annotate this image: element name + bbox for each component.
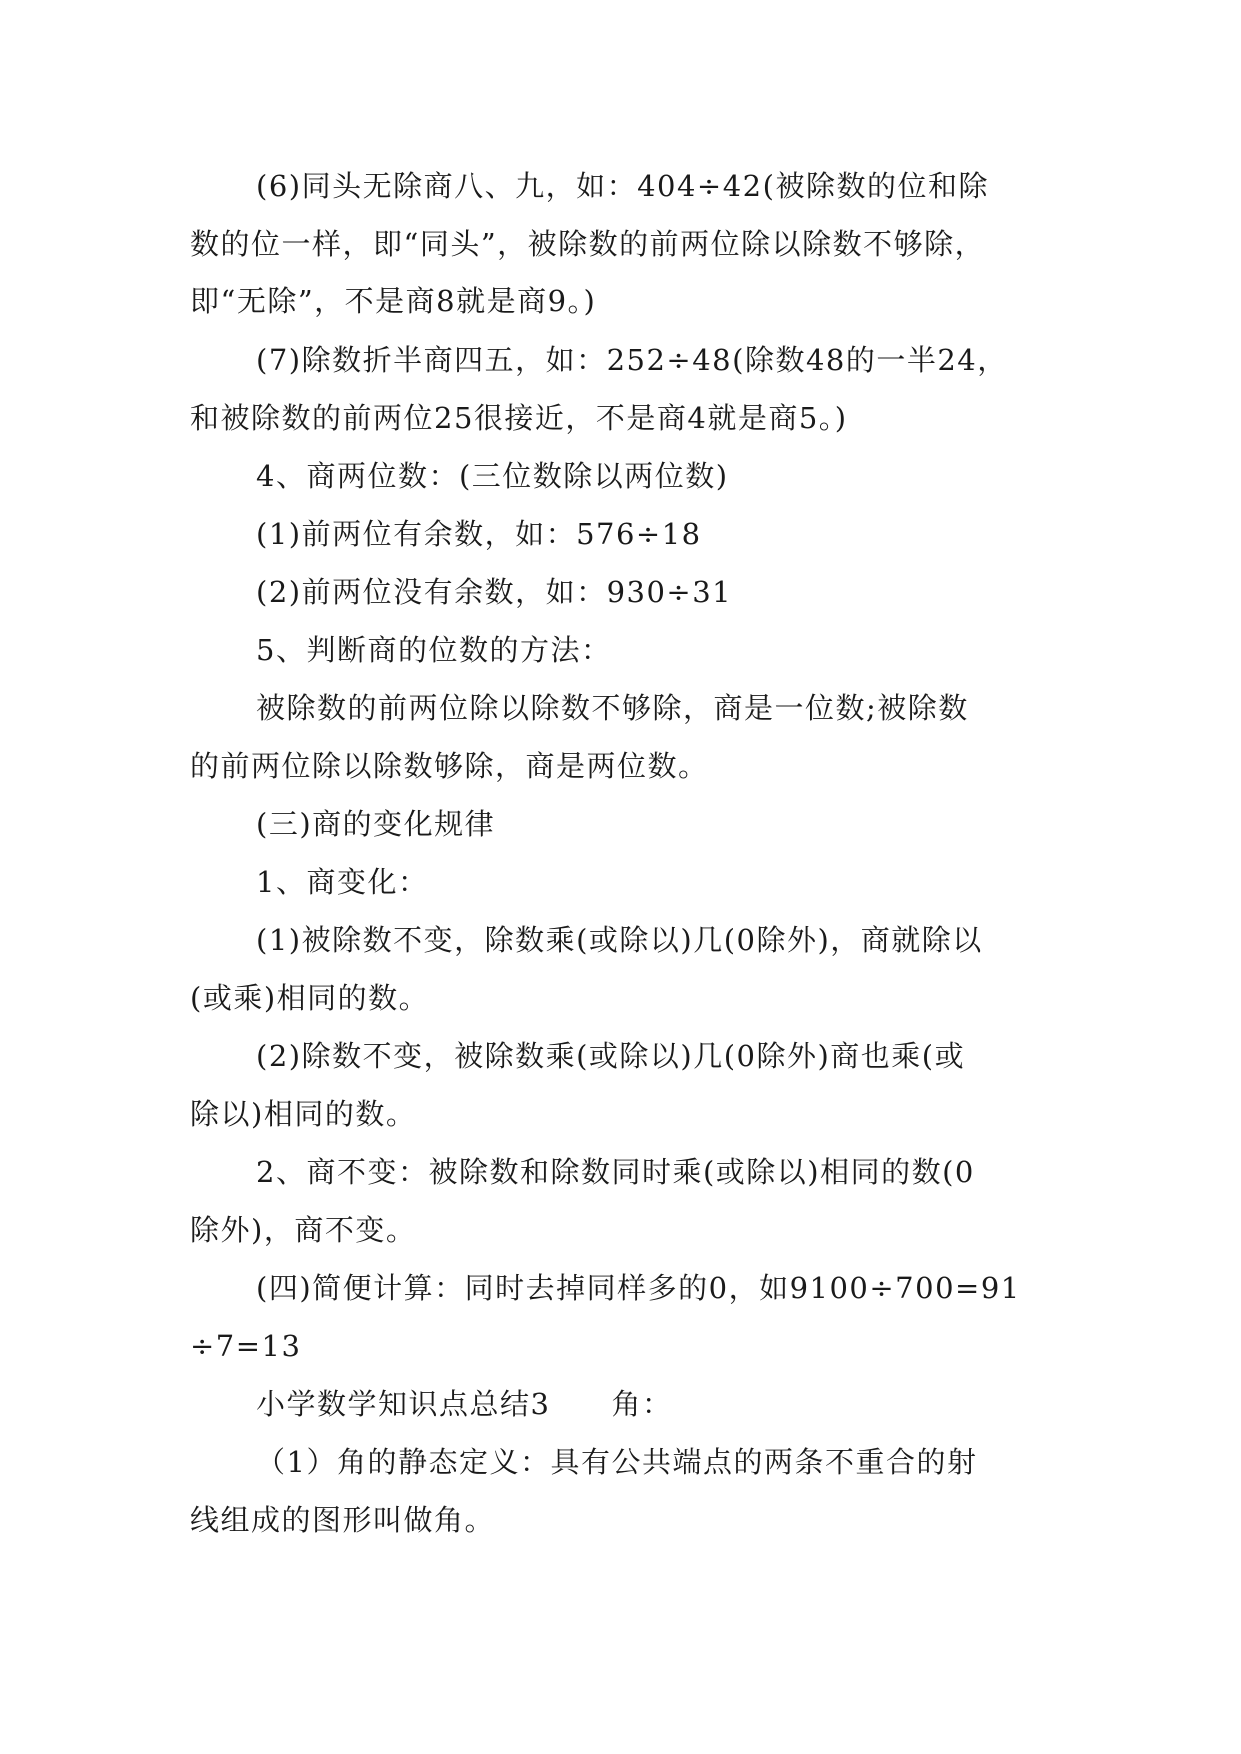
text-line: 线组成的图形叫做角。 <box>190 1503 496 1537</box>
text-line: 2、商不变：被除数和除数同时乘(或除以)相同的数(0 <box>256 1155 975 1189</box>
text-line: 除以)相同的数。 <box>190 1097 417 1131</box>
text-line: (三)商的变化规律 <box>256 807 496 841</box>
text-line: 数的位一样，即“同头”，被除数的前两位除以除数不够除， <box>190 227 986 261</box>
text-line: (2)前两位没有余数，如：930÷31 <box>256 575 733 609</box>
text-line: 和被除数的前两位25很接近，不是商4就是商5。) <box>190 401 848 435</box>
text-line: 4、商两位数：(三位数除以两位数) <box>256 459 729 493</box>
text-line: 即“无除”，不是商8就是商9。) <box>190 284 597 318</box>
text-line: 1、商变化： <box>256 865 429 899</box>
text-line: ÷7=13 <box>190 1329 302 1363</box>
text-line: 被除数的前两位除以除数不够除，商是一位数;被除数 <box>256 691 969 725</box>
section-heading: 小学数学知识点总结3 角： <box>256 1387 673 1421</box>
text-line: (7)除数折半商四五，如：252÷48(除数48的一半24， <box>256 343 1008 377</box>
text-line: (或乘)相同的数。 <box>190 981 430 1015</box>
text-line: (6)同头无除商八、九，如：404÷42(被除数的位和除 <box>256 169 989 203</box>
text-line: (1)被除数不变，除数乘(或除以)几(0除外)，商就除以 <box>256 923 983 957</box>
text-line: (2)除数不变，被除数乘(或除以)几(0除外)商也乘(或 <box>256 1039 966 1073</box>
text-line: 的前两位除以除数够除，商是两位数。 <box>190 749 709 783</box>
text-line: 5、判断商的位数的方法： <box>256 633 612 667</box>
text-line: 除外)，商不变。 <box>190 1213 417 1247</box>
text-line: (四)简便计算：同时去掉同样多的0，如9100÷700=91 <box>256 1271 1021 1305</box>
text-line: （1）角的静态定义：具有公共端点的两条不重合的射 <box>256 1445 978 1479</box>
text-line: (1)前两位有余数，如：576÷18 <box>256 517 702 551</box>
